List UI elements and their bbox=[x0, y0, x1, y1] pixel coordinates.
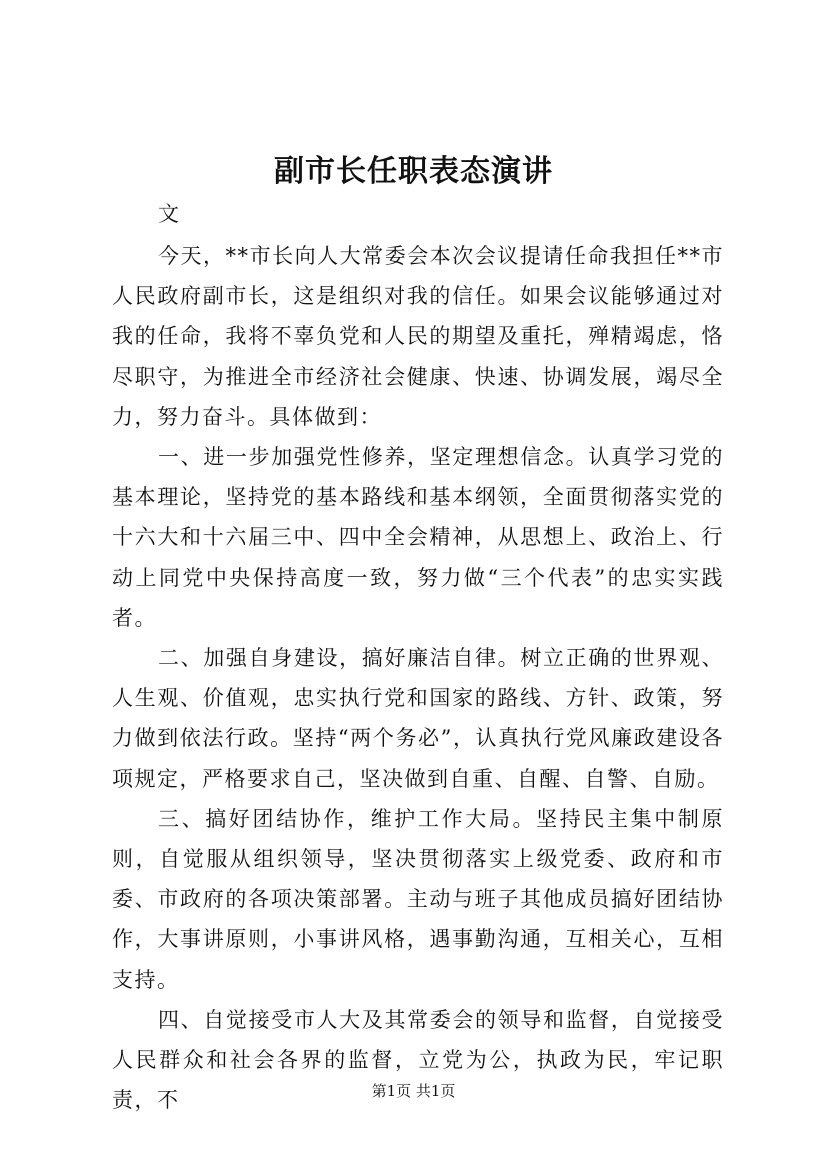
document-author: 文 bbox=[158, 202, 179, 226]
paragraph-point-1: 一、进一步加强党性修养，坚定理想信念。认真学习党的基本理论，坚持党的基本路线和基本纲领，全面贯彻落实党的十六大和十六届三中、四中全会精神，从思想上、政治上、行动上同党中央保持高度一致，努力做“三个代表”的忠实实践者。 bbox=[112, 445, 724, 630]
page-number-footer: 第1页 共1页 bbox=[371, 1082, 456, 1100]
paragraph-intro: 今天，**市长向人大常委会本次会议提请任命我担任**市人民政府副市长，这是组织对我的信任。如果会议能够通过对我的任命，我将不辜负党和人民的期望及重托，殚精竭虑，恪尽职守，为推进全市经济社会健康、快速、协调发展，竭尽全力，努力奋斗。具体做到： bbox=[112, 244, 724, 429]
paragraph-point-2: 二、加强自身建设，搞好廉洁自律。树立正确的世界观、人生观、价值观，忠实执行党和国家的路线、方针、政策，努力做到依法行政。坚持“两个务必”，认真执行党风廉政建设各项规定，严格要求自己，坚决做到自重、自醒、自警、自励。 bbox=[112, 646, 724, 791]
document-body bbox=[112, 236, 724, 1120]
document-title: 副市长任职表态演讲 bbox=[274, 154, 553, 189]
paragraph-point-4: 四、自觉接受市人大及其常委会的领导和监督，自觉接受人民群众和社会各界的监督，立党为公，执政为民，牢记职责，不 bbox=[112, 1007, 724, 1113]
paragraph-point-3: 三、搞好团结协作，维护工作大局。坚持民主集中制原则，自觉服从组织领导，坚决贯彻落实上级党委、政府和市委、市政府的各项决策部署。主动与班子其他成员搞好团结协作，大事讲原则，小事讲风格，遇事勤沟通，互相关心，互相支持。 bbox=[112, 806, 724, 992]
